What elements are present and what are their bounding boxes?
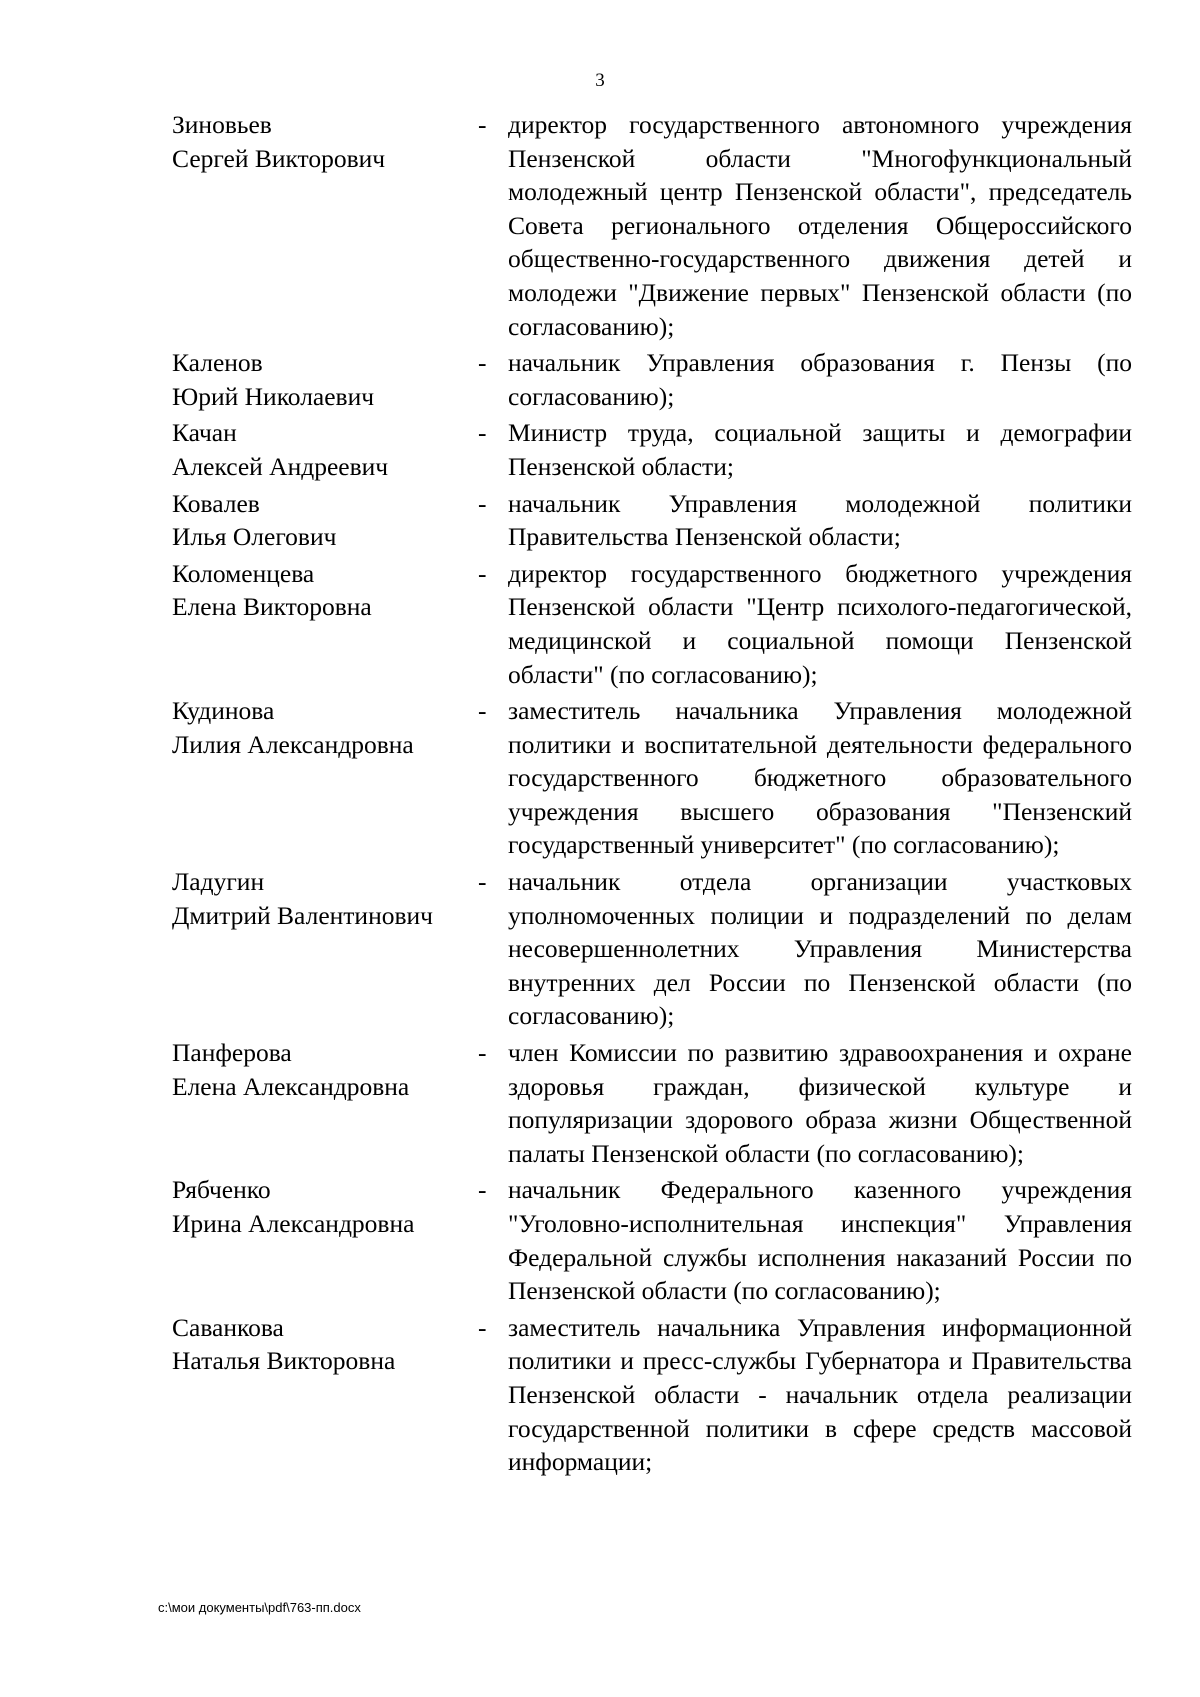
member-given-name: Наталья Викторовна [172,1346,396,1376]
member-given-name: Алексей Андреевич [172,451,389,481]
member-entry [172,1036,1132,1170]
member-role: начальник Федерального казенного учреждения "Уголовно-исполнительная инспекция" Управления Федеральной службы исполнения наказаний России по Пензенской области (по согласованию); [508,1175,1132,1306]
member-name [172,1036,472,1170]
member-entry [172,487,1132,554]
member-name [172,865,472,1033]
member-dash: - [478,488,487,518]
member-given-name: Лилия Александровна [172,729,414,759]
page-number: 3 [595,70,605,91]
member-dash: - [478,558,487,588]
member-given-name: Дмитрий Валентинович [172,900,433,930]
member-name [172,694,472,862]
member-dash: - [478,1312,487,1342]
member-entry [172,694,1132,862]
member-dash: - [478,418,487,448]
member-role: директор государственного бюджетного учреждения Пензенской области "Центр психолого-педагогической, медицинской и социальной помощи Пензенской области" (по согласованию); [508,558,1132,689]
member-entry [172,346,1132,413]
member-role: начальник отдела организации участковых уполномоченных полиции и подразделений по делам несовершеннолетних Управления Министерства внутренних дел России по Пензенской области (по согласованию); [508,867,1132,1031]
member-given-name: Ирина Александровна [172,1209,415,1238]
member-role: заместитель начальника Управления информационной политики и пресс-службы Губернатора и Правительства Пензенской области - начальник отдела реализации государственной политики в сфере средств массовой информации; [508,1312,1132,1477]
commission-members-list [172,108,1132,1482]
member-surname: Саванкова [172,1312,284,1342]
member-entry [172,865,1132,1033]
member-role: Министр труда, социальной защиты и демографии Пензенской области; [508,418,1132,481]
member-role: директор государственного автономного учреждения Пензенской области "Многофункциональный молодежный центр Пензенской области", председатель Совета регионального отделения Общероссийского общественно-государственного движения детей и молодежи "Движение первых" Пензенской области (по согласованию); [508,110,1132,341]
member-name [172,557,472,691]
member-dash: - [478,696,487,726]
member-name [172,1173,472,1307]
member-surname: Качан [172,418,237,448]
member-surname: Кудинова [172,696,275,726]
member-dash: - [478,867,487,897]
member-surname: Панферова [172,1038,292,1068]
member-role: член Комиссии по развитию здравоохранения и охране здоровья граждан, физической культуре и популяризации здорового образа жизни Общественной палаты Пензенской области (по согласованию); [508,1038,1132,1168]
member-entry [172,1311,1132,1479]
member-dash: - [478,1175,487,1205]
member-given-name: Илья Олегович [172,522,337,552]
member-entry [172,416,1132,483]
member-entry [172,108,1132,343]
member-surname: Ковалев [172,488,260,518]
member-surname: Каленов [172,348,263,378]
member-given-name: Сергей Викторович [172,143,386,173]
member-name [172,487,472,554]
member-dash: - [478,348,487,378]
member-dash: - [478,1038,487,1068]
member-name [172,346,472,413]
member-surname: Рябченко [172,1175,271,1205]
member-surname: Коломенцева [172,558,315,588]
member-given-name: Елена Викторовна [172,592,372,622]
member-name [172,108,472,343]
member-name [172,1311,472,1479]
member-name [172,416,472,483]
member-given-name: Елена Александровна [172,1071,410,1101]
file-path-footer: c:\мои документы\pdf\763-пп.docx [158,1600,361,1615]
member-role: начальник Управления молодежной политики Правительства Пензенской области; [508,488,1132,552]
member-surname: Ладугин [172,867,265,897]
member-given-name: Юрий Николаевич [172,381,375,411]
member-entry [172,557,1132,691]
member-surname: Зиновьев [172,110,272,139]
member-role: заместитель начальника Управления молодежной политики и воспитательной деятельности федерального государственного бюджетного образовательного учреждения высшего образования "Пензенский государственный университет" (по согласованию); [508,696,1132,860]
member-dash: - [478,110,487,139]
member-entry [172,1173,1132,1307]
member-role: начальник Управления образования г. Пензы (по согласованию); [508,348,1132,411]
